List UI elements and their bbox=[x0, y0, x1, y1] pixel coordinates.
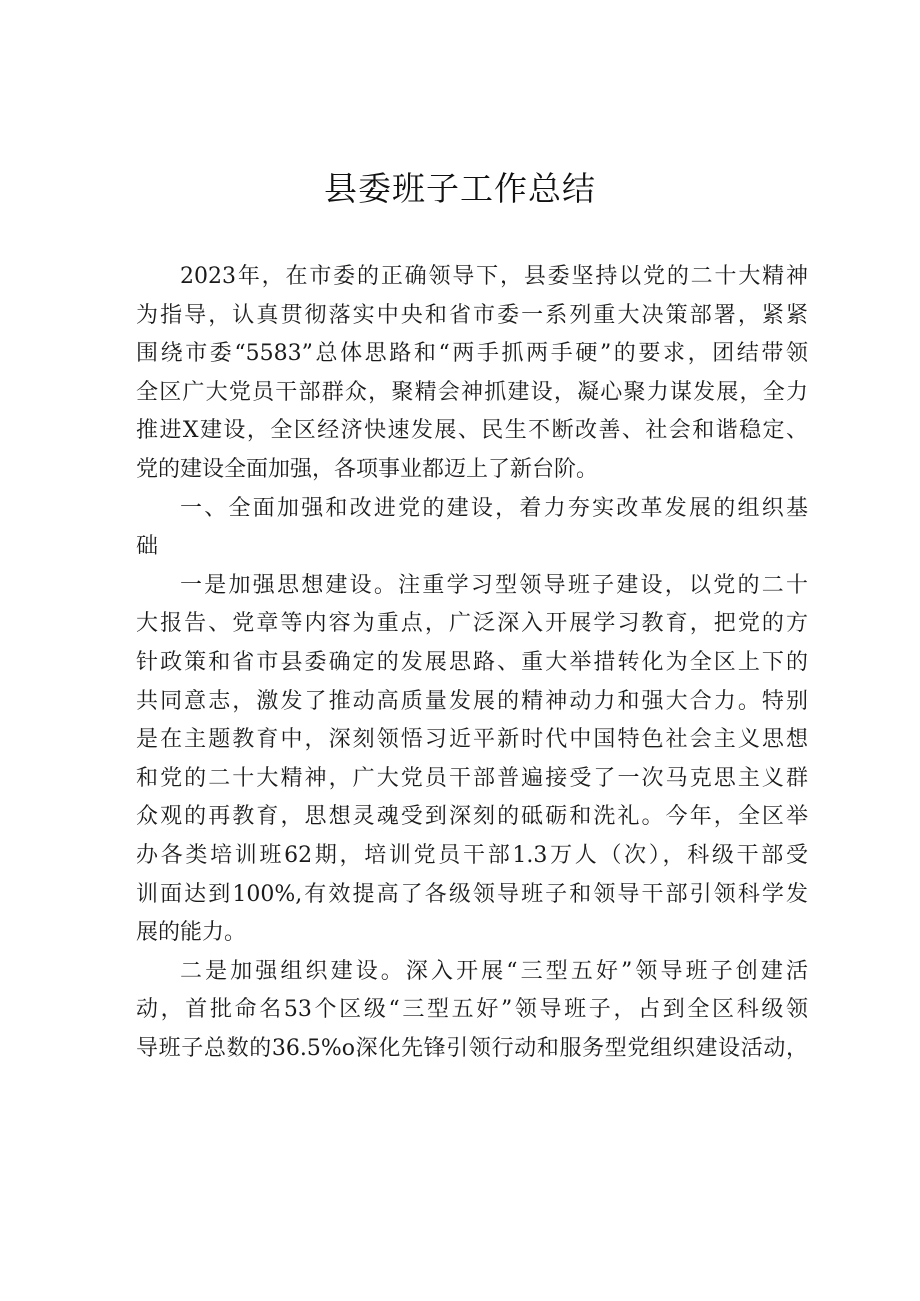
text-line: 础 bbox=[136, 534, 159, 560]
document-title: 县委班子工作总结 bbox=[324, 169, 596, 208]
text-line: 导班子总数的36.5%o深化先锋引领行动和服务型党组织建设活动， bbox=[136, 1035, 808, 1061]
paragraph-intro bbox=[136, 258, 808, 490]
text-line: 全区广大党员干部群众，聚精会神抓建设，凝心聚力谋发展，全力 bbox=[136, 379, 808, 405]
text-line: 党的建设全面加强，各项事业都迈上了新台阶。 bbox=[136, 456, 599, 482]
text-line: 展的能力。 bbox=[136, 920, 247, 946]
text-line: 众观的再教育，思想灵魂受到深刻的砥砺和洗礼。今年，全区举 bbox=[136, 804, 808, 830]
section-heading bbox=[136, 490, 808, 567]
text-line: 训面达到100%,有效提高了各级领导班子和领导干部引领科学发 bbox=[136, 881, 808, 907]
text-line: 为指导，认真贯彻落实中央和省市委一系列重大决策部署，紧紧 bbox=[136, 302, 808, 328]
paragraph-organizational-building bbox=[136, 953, 808, 1069]
text-line: 动，首批命名53个区级“三型五好”领导班子，占到全区科级领 bbox=[136, 997, 808, 1023]
text-line: 二是加强组织建设。深入开展“三型五好”领导班子创建活 bbox=[180, 958, 808, 984]
text-line: 和党的二十大精神，广大党员干部普遍接受了一次马克思主义群 bbox=[136, 765, 808, 791]
document-body bbox=[136, 258, 808, 1068]
text-line: 是在主题教育中，深刻领悟习近平新时代中国特色社会主义思想 bbox=[136, 727, 808, 753]
text-line: 大报告、党章等内容为重点，广泛深入开展学习教育，把党的方 bbox=[136, 611, 808, 637]
text-line: 针政策和省市县委确定的发展思路、重大举措转化为全区上下的 bbox=[136, 649, 808, 675]
text-line: 一、全面加强和改进党的建设，着力夯实改革发展的组织基 bbox=[180, 495, 808, 521]
text-line: 共同意志，激发了推动高质量发展的精神动力和强大合力。特别 bbox=[136, 688, 808, 714]
text-line: 推进X建设，全区经济快速发展、民生不断改善、社会和谐稳定、 bbox=[136, 418, 808, 444]
text-line: 办各类培训班62期，培训党员干部1.3万人（次），科级干部受 bbox=[136, 842, 808, 868]
text-line: 一是加强思想建设。注重学习型领导班子建设，以党的二十 bbox=[180, 572, 808, 598]
text-line: 围绕市委“5583”总体思路和“两手抓两手硬”的要求，团结带领 bbox=[136, 341, 808, 367]
text-line: 2023年，在市委的正确领导下，县委坚持以党的二十大精神 bbox=[180, 264, 808, 289]
paragraph-ideological-building bbox=[136, 567, 808, 953]
